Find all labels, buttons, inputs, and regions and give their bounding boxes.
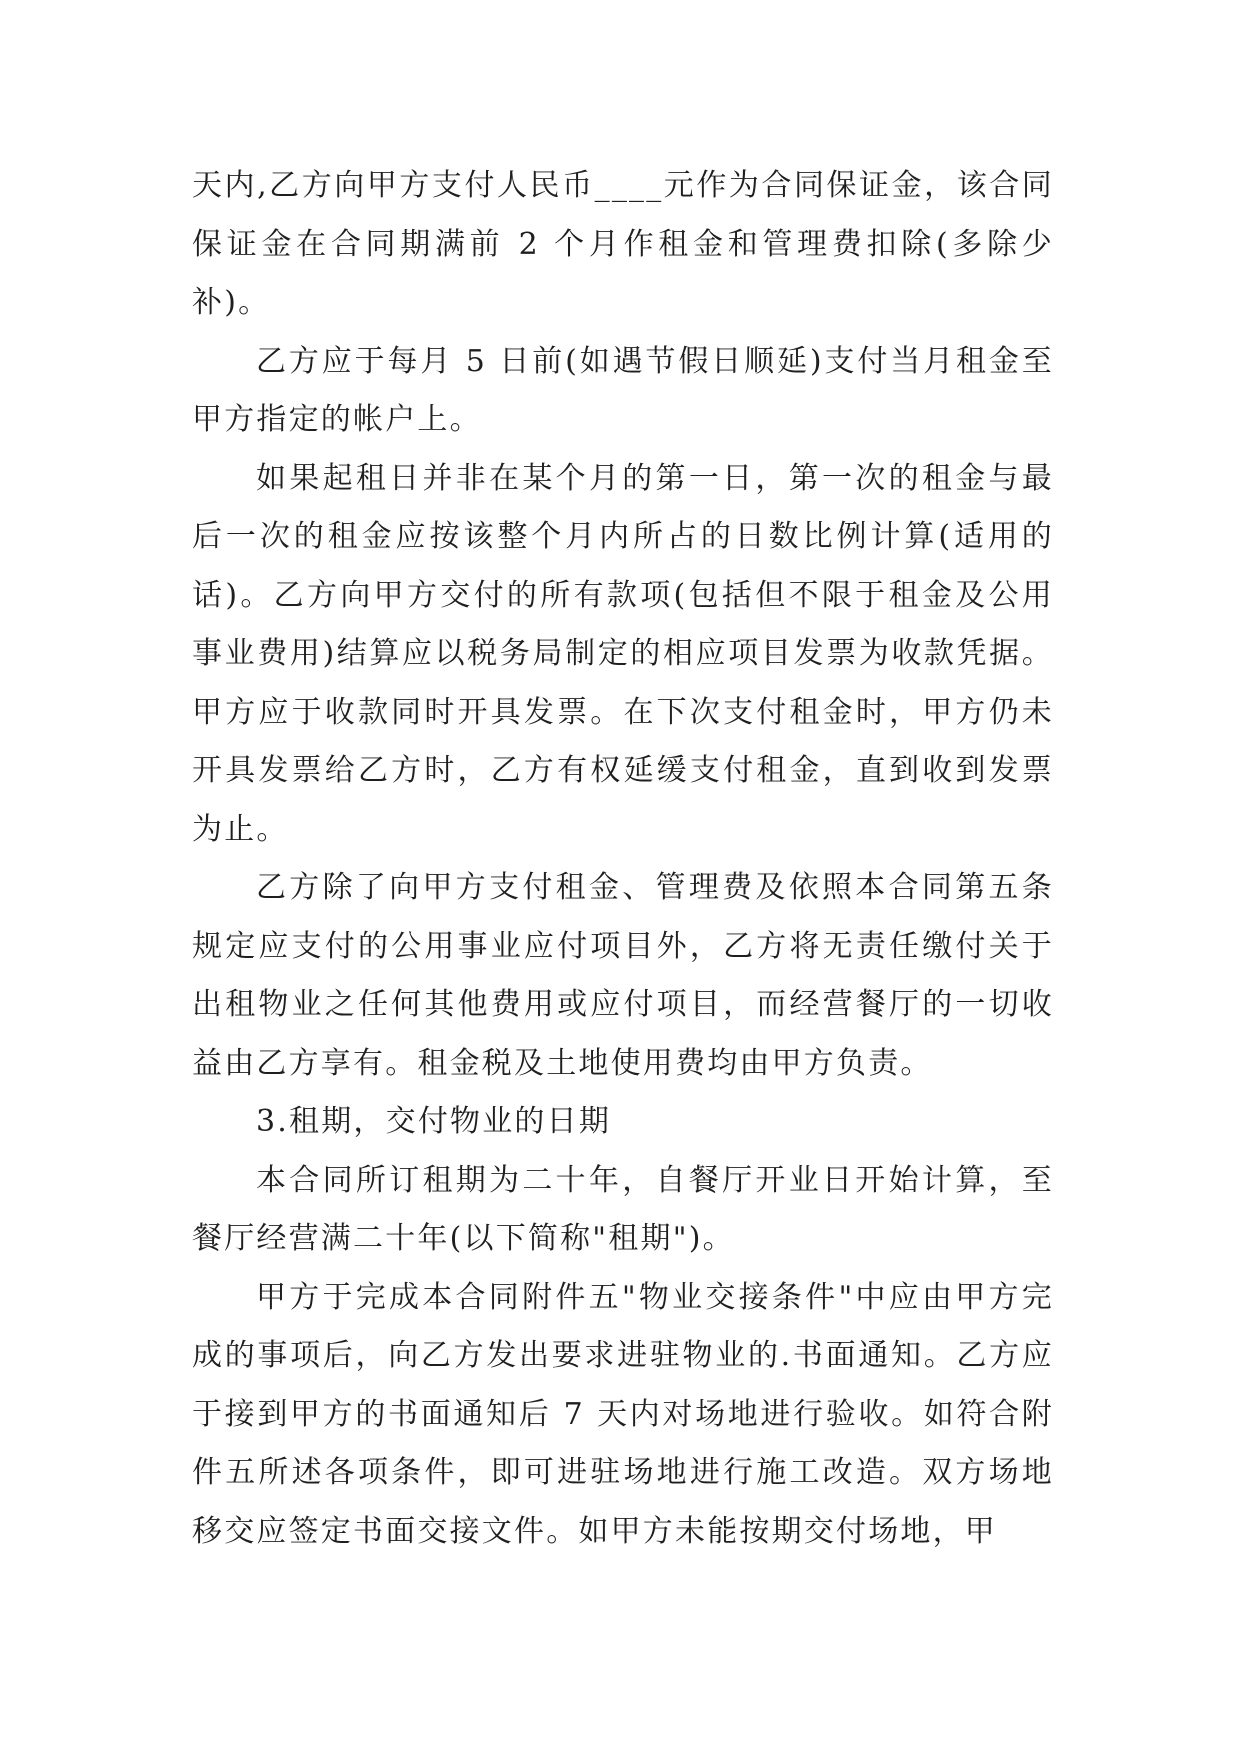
paragraph-other-fees: 乙方除了向甲方支付租金、管理费及依照本合同第五条规定应支付的公用事业应付项目外，乙方将无责任缴付关于出租物业之任何其他费用或应付项目，而经营餐厅的一切收益由乙方享有。租金税及土地使用费均由甲方负责。: [192, 870, 1054, 1081]
paragraph-deposit: 天内,乙方向甲方支付人民币____元作为合同保证金，该合同保证金在合同期满前 2 个月作租金和管理费扣除(多除少补)。: [192, 168, 1054, 320]
document-body: [192, 157, 1054, 1561]
section-heading-lease-term: 3.租期，交付物业的日期: [256, 1104, 612, 1139]
paragraph-handover: 甲方于完成本合同附件五"物业交接条件"中应由甲方完成的事项后，向乙方发出要求进驻物业的.书面通知。乙方应于接到甲方的书面通知后 7 天内对场地进行验收。如符合附件五所述各项条件，即可进驻场地进行施工改造。双方场地移交应签定书面交接文件。如甲方未能按期交付场地，甲: [192, 1279, 1054, 1549]
paragraph-prorated-rent: 如果起租日并非在某个月的第一日，第一次的租金与最后一次的租金应按该整个月内所占的日数比例计算(适用的话)。乙方向甲方交付的所有款项(包括但不限于租金及公用事业费用)结算应以税务局制定的相应项目发票为收款凭据。甲方应于收款同时开具发票。在下次支付租金时，甲方仍未开具发票给乙方时，乙方有权延缓支付租金，直到收到发票为止。: [192, 460, 1054, 847]
paragraph-monthly-payment: 乙方应于每月 5 日前(如遇节假日顺延)支付当月租金至甲方指定的帐户上。: [192, 343, 1054, 437]
paragraph-lease-term: 本合同所订租期为二十年，自餐厅开业日开始计算，至餐厅经营满二十年(以下简称"租期")。: [192, 1162, 1054, 1256]
